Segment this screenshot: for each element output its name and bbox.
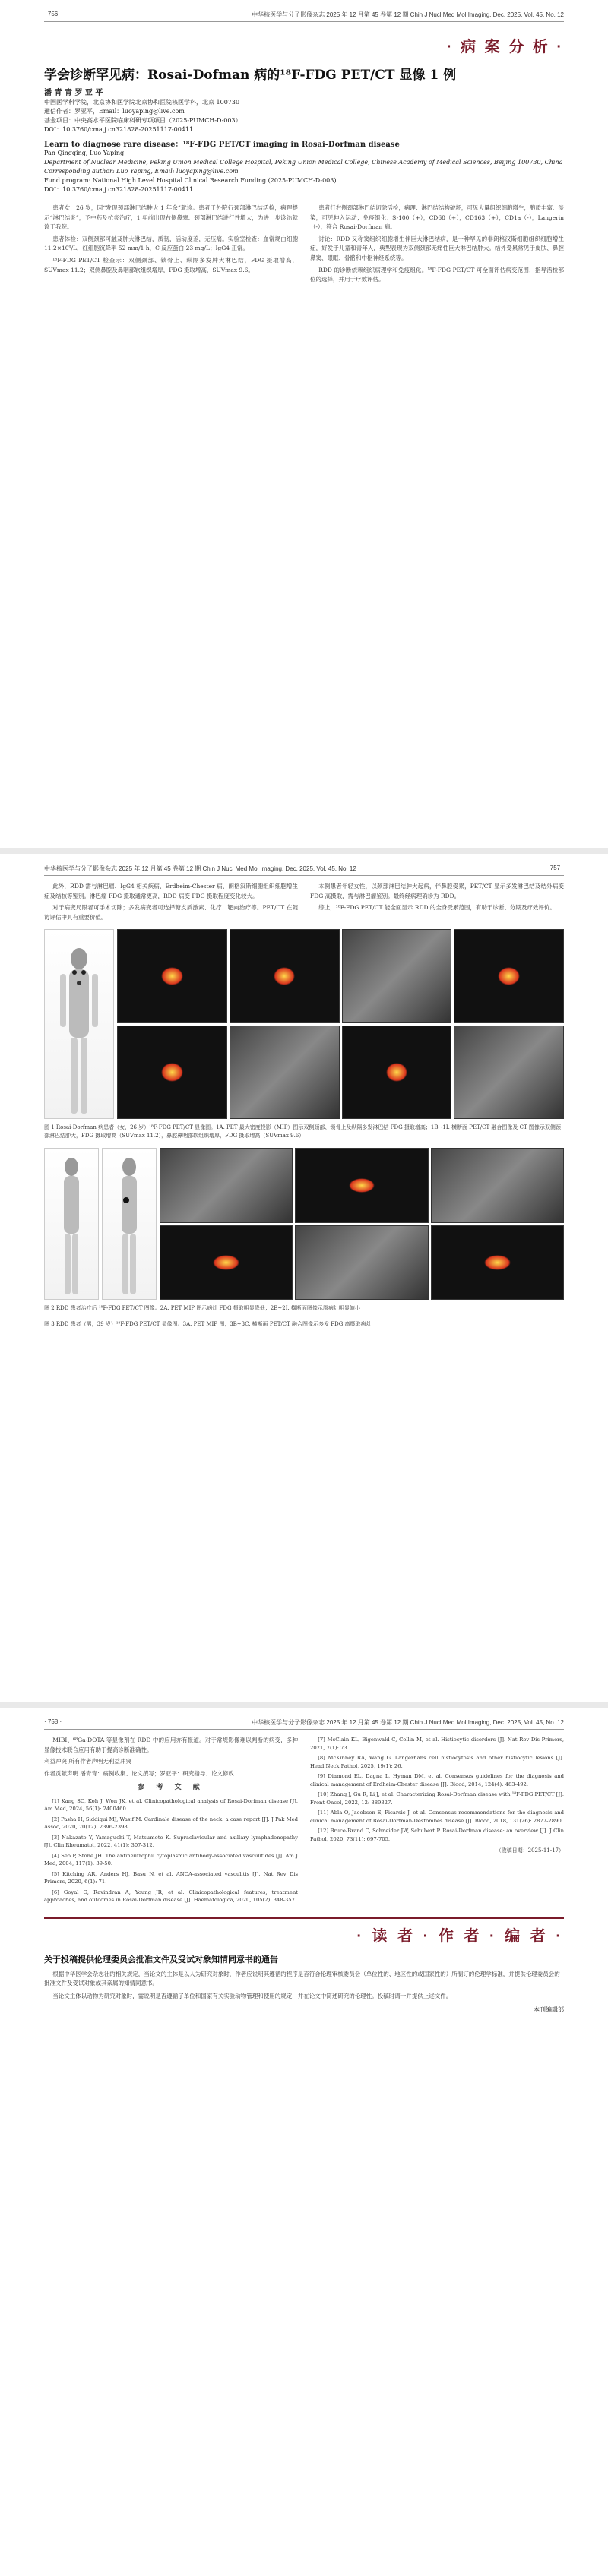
body-columns [44,204,564,287]
ct-panel [342,929,452,1023]
body-silhouette-icon [50,1155,93,1299]
reference: [9] Diamond EL, Dagna L, Hyman DM, et al. Consensus guidelines for the diagnosis and clinical management of Erdheim-Chester disease [J]. Blood, 2014, 124(4): 483-492. [310,1773,564,1787]
pet-ct-panel [342,1026,452,1120]
corresponding-author: 通信作者：罗亚平，Email：luoyaping@live.com [44,108,185,115]
reference: [12] Bruce-Brand C, Schneider JW, Schubert P. Rosai-Dorfman disease: an overview [J]. J Clin Pathol, 2020, 73(11): 697-705. [310,1828,564,1842]
paragraph: 本例患者年轻女性，以颈部淋巴结肿大起病，伴鼻腔受累，PET/CT 显示多发淋巴结及结外病变 FDG 高摄取，需与淋巴瘤鉴别。最终经病理确诊为 RDD。 [310,883,564,899]
reference: [3] Nakazato Y, Yamaguchi T, Matsumoto K. Supraclavicular and axillary lymphadenopathy [J]. Clin Rheumatol, 2022, 41(1): 307-312. [44,1834,298,1849]
figure-2-3 [44,1148,564,1300]
ct-panel [160,1148,293,1223]
reference: [1] Kang SC, Koh J, Won JK, et al. Clinicopathological analysis of Rosai-Dorfman disease [J]. Am Med, 2024, 56(1): 2400460. [44,1797,298,1813]
journal-citation: 中华核医学与分子影像杂志 2025 年 12 月第 45 卷第 12 期 Chin J Nucl Med Mol Imaging, Dec. 2025, Vol. 45, No. 12 [252,11,564,18]
pet-ct-panel [117,929,227,1023]
body-column-right [310,204,564,287]
english-affiliation: Department of Nuclear Medicine, Peking Union Medical College Hospital, Peking Union Medical College, Chinese Academy of Medical Sciences, Beijing 100730, China [44,159,563,166]
page-number: · 758 · [44,1718,62,1725]
paragraph: ¹⁸F-FDG PET/CT 检查示：双侧颈部、锁骨上、纵隔多发肿大淋巴结，FDG 摄取增高，SUVmax 11.2；双侧鼻腔及鼻咽部软组织增厚，FDG 摄取增高，SUVmax 9.6。 [44,256,298,273]
article-title: 学会诊断罕见病：Rosai-Dofman 病的¹⁸F-FDG PET/CT 显像 1 例 [44,68,457,83]
figure-3-caption: 图 3 RDD 患者（男，39 岁）¹⁸F-FDG PET/CT 显像图。3A. PET MIP 图；3B~3C. 横断面 PET/CT 融合图像示多发 FDG 高摄取病灶 [44,1321,372,1328]
english-fund: Fund program: National High Level Hospital Clinical Research Funding (2025-PUMCH-D-003) [44,177,337,184]
affiliation: 中国医学科学院，北京协和医学院北京协和医院核医学科，北京 100730 [44,99,240,106]
pet-mip-image [102,1148,157,1300]
body-columns [44,882,564,925]
figure-3-panels [160,1148,564,1300]
reference: [7] McClain KL, Bigenwald C, Collin M, et al. Histiocytic disorders [J]. Nat Rev Dis Primers, 2021, 7(1): 73. [310,1737,564,1751]
pet-ct-panel [454,929,564,1023]
english-doi: DOI：10.3760/cma.j.cn321828-20251117-00411 [44,186,194,193]
english-authors: Pan Qingqing, Luo Yaping [44,150,125,156]
ct-panel [295,1225,428,1301]
journal-citation: 中华核医学与分子影像杂志 2025 年 12 月第 45 卷第 12 期 Chin J Nucl Med Mol Imaging, Dec. 2025, Vol. 45, No. 12 [44,865,356,872]
reference: [11] Abla O, Jacobsen E, Picarsic J, et al. Consensus recommendations for the diagnosis and clinical management of Rosai-Dorfman-Destombes disease [J]. Blood, 2018, 131(26): 2877-2890. [310,1810,564,1824]
paragraph: 对于病变局限者可手术切除；多发病变者可选择糖皮质激素、化疗、靶向治疗等。PET/CT 在随访评估中具有重要价值。 [44,904,298,921]
ct-panel [431,1148,564,1223]
body-silhouette-icon [52,943,106,1118]
reference: [10] Zhang J, Gu R, Li J, et al. Characterizing Rosai-Dorfman disease with ¹⁸F-FDG PET/CT [J]. Front Oncol, 2022, 12: 889327. [310,1791,564,1806]
pet-ct-panel [295,1148,428,1223]
contribution-statement: 作者贡献声明 潘青青：病例收集、论文撰写；罗亚平：研究指导、论文修改 [44,1769,234,1777]
page-758 [0,1708,608,2576]
english-title: Learn to diagnose rare disease：¹⁸F-FDG PET/CT imaging in Rosai-Dorfman disease [44,141,400,149]
reference: [8] McKinney RA, Wang G. Langerhans cell histiocytosis and other histiocytic lesions [J]. Head Neck Pathol, 2025, 19(1): 26. [310,1755,564,1769]
section-banner: · 读 者 · 作 者 · 编 者 · [44,1917,564,1945]
pet-mip-image [44,1148,99,1300]
body-column-left [44,204,298,287]
ct-panel [454,1026,564,1120]
paragraph: 患者女，26 岁，因“发现颈部淋巴结肿大 1 年余”就诊。患者于外院行颈部淋巴结活检，病理提示“淋巴结炎”，予中药及抗炎治疗，1 年前出现右侧鼻塞、颈部淋巴结进行性增大，为进一步诊治就诊于我院。 [44,204,298,231]
paragraph: 讨论：RDD 又称窦组织细胞增生伴巨大淋巴结病，是一种罕见的非朗格汉斯细胞组织细胞增生症，好发于儿童和青年人，典型表现为双侧颈部无痛性巨大淋巴结肿大。结外受累常见于皮肤、鼻腔鼻窦、眼眶、骨骼和中枢神经系统等。 [310,235,564,261]
running-header [44,11,564,22]
paragraph: 患者行右侧颈部淋巴结切除活检，病理：淋巴结结构破坏，可见大量组织细胞增生，胞质丰富、淡染，可见伸入运动；免疫组化：S-100（+），CD68（+），CD163（+），CD1a（-），Langerin（-），符合 Rosai-Dorfman 病。 [310,204,564,231]
page-757 [0,854,608,1702]
notice-paragraph: 当论文主体以动物为研究对象时，需说明是否遵循了单位和国家有关实验动物管理和使用的规定，并在论文中简述研究的伦理性。投稿时请一并提供上述文件。 [52,1992,452,1999]
notice-title: 关于投稿提供伦理委员会批准文件及受试对象知情同意书的通告 [44,1954,278,1964]
received-date: （收稿日期：2025-11-17） [496,1847,564,1854]
body-silhouette-icon [108,1155,150,1299]
column-title: · 病 案 分 析 · [446,39,564,55]
figure-1-caption: 图 1 Rosai-Dorfman 病患者（女，26 岁）¹⁸F-FDG PET/CT 显像图。1A. PET 最大密度投影（MIP）图示双侧颈部、锁骨上及纵隔多发淋巴结 FDG 摄取增高；1B~1I. 横断面 PET/CT 融合图像及 CT 图像示双侧颈部淋巴结肿大，FDG 摄取增高（SUVmax 11.2），鼻腔鼻咽部软组织增厚，FDG 摄取增高（SUVmax 9.6） [44,1124,561,1139]
body-column-right [310,882,564,925]
pet-mip-image [44,929,114,1119]
pet-ct-panel [230,929,340,1023]
pet-ct-panel [431,1225,564,1301]
pet-ct-panel [117,1026,227,1120]
ct-panel [230,1026,340,1120]
english-corresponding: Corresponding author: Luo Yaping, Email: luoyaping@live.com [44,168,239,175]
authors: 潘 青 青 罗 亚 平 [44,89,103,97]
reference: [2] Pasha H, Siddiqui MJ, Wasif M. Cardinale disease of the neck: a case report [J]. J Pak Med Assoc, 2020, 70(12): 2396-2398. [44,1816,298,1831]
doi: DOI：10.3760/cma.j.cn321828-20251117-00411 [44,126,194,133]
journal-citation: 中华核医学与分子影像杂志 2025 年 12 月第 45 卷第 12 期 Chin J Nucl Med Mol Imaging, Dec. 2025, Vol. 45, No. 12 [252,1719,564,1726]
paragraph: 综上，¹⁸F-FDG PET/CT 能全面显示 RDD 的全身受累范围，有助于诊断、分期及疗效评价。 [318,904,556,912]
body-columns [44,1736,564,1907]
pet-ct-panel [160,1225,293,1301]
figure-1-panels [117,929,564,1119]
paragraph: MIBI、⁶⁸Ga-DOTA 等显像剂在 RDD 中的应用亦有报道。对于常规影像难以判断的病变，多种显像技术联合应用有助于提高诊断准确性。 [44,1737,298,1753]
conflict-statement: 利益冲突 所有作者声明无利益冲突 [44,1758,131,1765]
fund: 基金项目：中央高水平医院临床科研专项项目（2025-PUMCH-D-003） [44,117,242,124]
reference: [6] Goyal G, Ravindran A, Young JR, et al. Clinicopathological features, treatment approaches, and outcomes in Rosai-Dorfman disease [J]. Haematologica, 2020, 105(2): 348-357. [44,1889,298,1904]
notice-signature: 本刊编辑部 [534,2006,564,2014]
figure-1 [44,929,564,1119]
reference: [5] Kitching AR, Anders HJ, Basu N, et al. ANCA-associated vasculitis [J]. Nat Rev Dis Primers, 2020, 6(1): 71. [44,1870,298,1885]
page-756 [0,0,608,848]
running-header [44,864,564,876]
body-column-left [44,882,298,925]
page-number: · 756 · [44,11,62,17]
running-header [44,1718,564,1730]
paragraph: 此外，RDD 需与淋巴瘤、IgG4 相关疾病、Erdheim-Chester 病、朗格汉斯细胞组织细胞增生症及结核等鉴别。淋巴瘤 FDG 摄取通常更高，RDD 病变 FDG 摄取程度变化较大。 [44,883,298,899]
reference: [4] Seo P, Stone JH. The antineutrophil cytoplasmic antibody-associated vasculitides [J]. Am J Med, 2004, 117(1): 39-50. [44,1852,298,1867]
body-column-left [44,1736,298,1907]
body-column-right [310,1736,564,1907]
figure-2-caption: 图 2 RDD 患者治疗后 ¹⁸F-FDG PET/CT 图像。2A. PET MIP 图示病灶 FDG 摄取明显降低；2B~2I. 横断面图像示原病灶明显缩小 [44,1305,360,1312]
paragraph: 患者体检：双侧颈部可触及肿大淋巴结，质韧，活动度差，无压痛。实验室检查：血常规白细胞 11.2×10⁹/L，红细胞沉降率 52 mm/1 h，C 反应蛋白 23 mg/L；IgG4 正常。 [44,235,298,252]
page-number: · 757 · [546,864,564,871]
paragraph: RDD 的诊断依赖组织病理学和免疫组化。¹⁸F-FDG PET/CT 可全面评估病变范围，指导活检部位的选择，并用于疗效评估。 [310,266,564,283]
notice-paragraph: 根据中华医学会杂志社的相关规定，当论文的主体是以人为研究对象时，作者应说明其遵循的程序是否符合伦理审核委员会（单位性的、地区性的或国家性的）所制订的伦理学标准，并提供伦理委员会的批准文件及受试对象或其亲属的知情同意书。 [44,1970,560,1987]
references-heading: 参 考 文 献 [138,1784,204,1792]
